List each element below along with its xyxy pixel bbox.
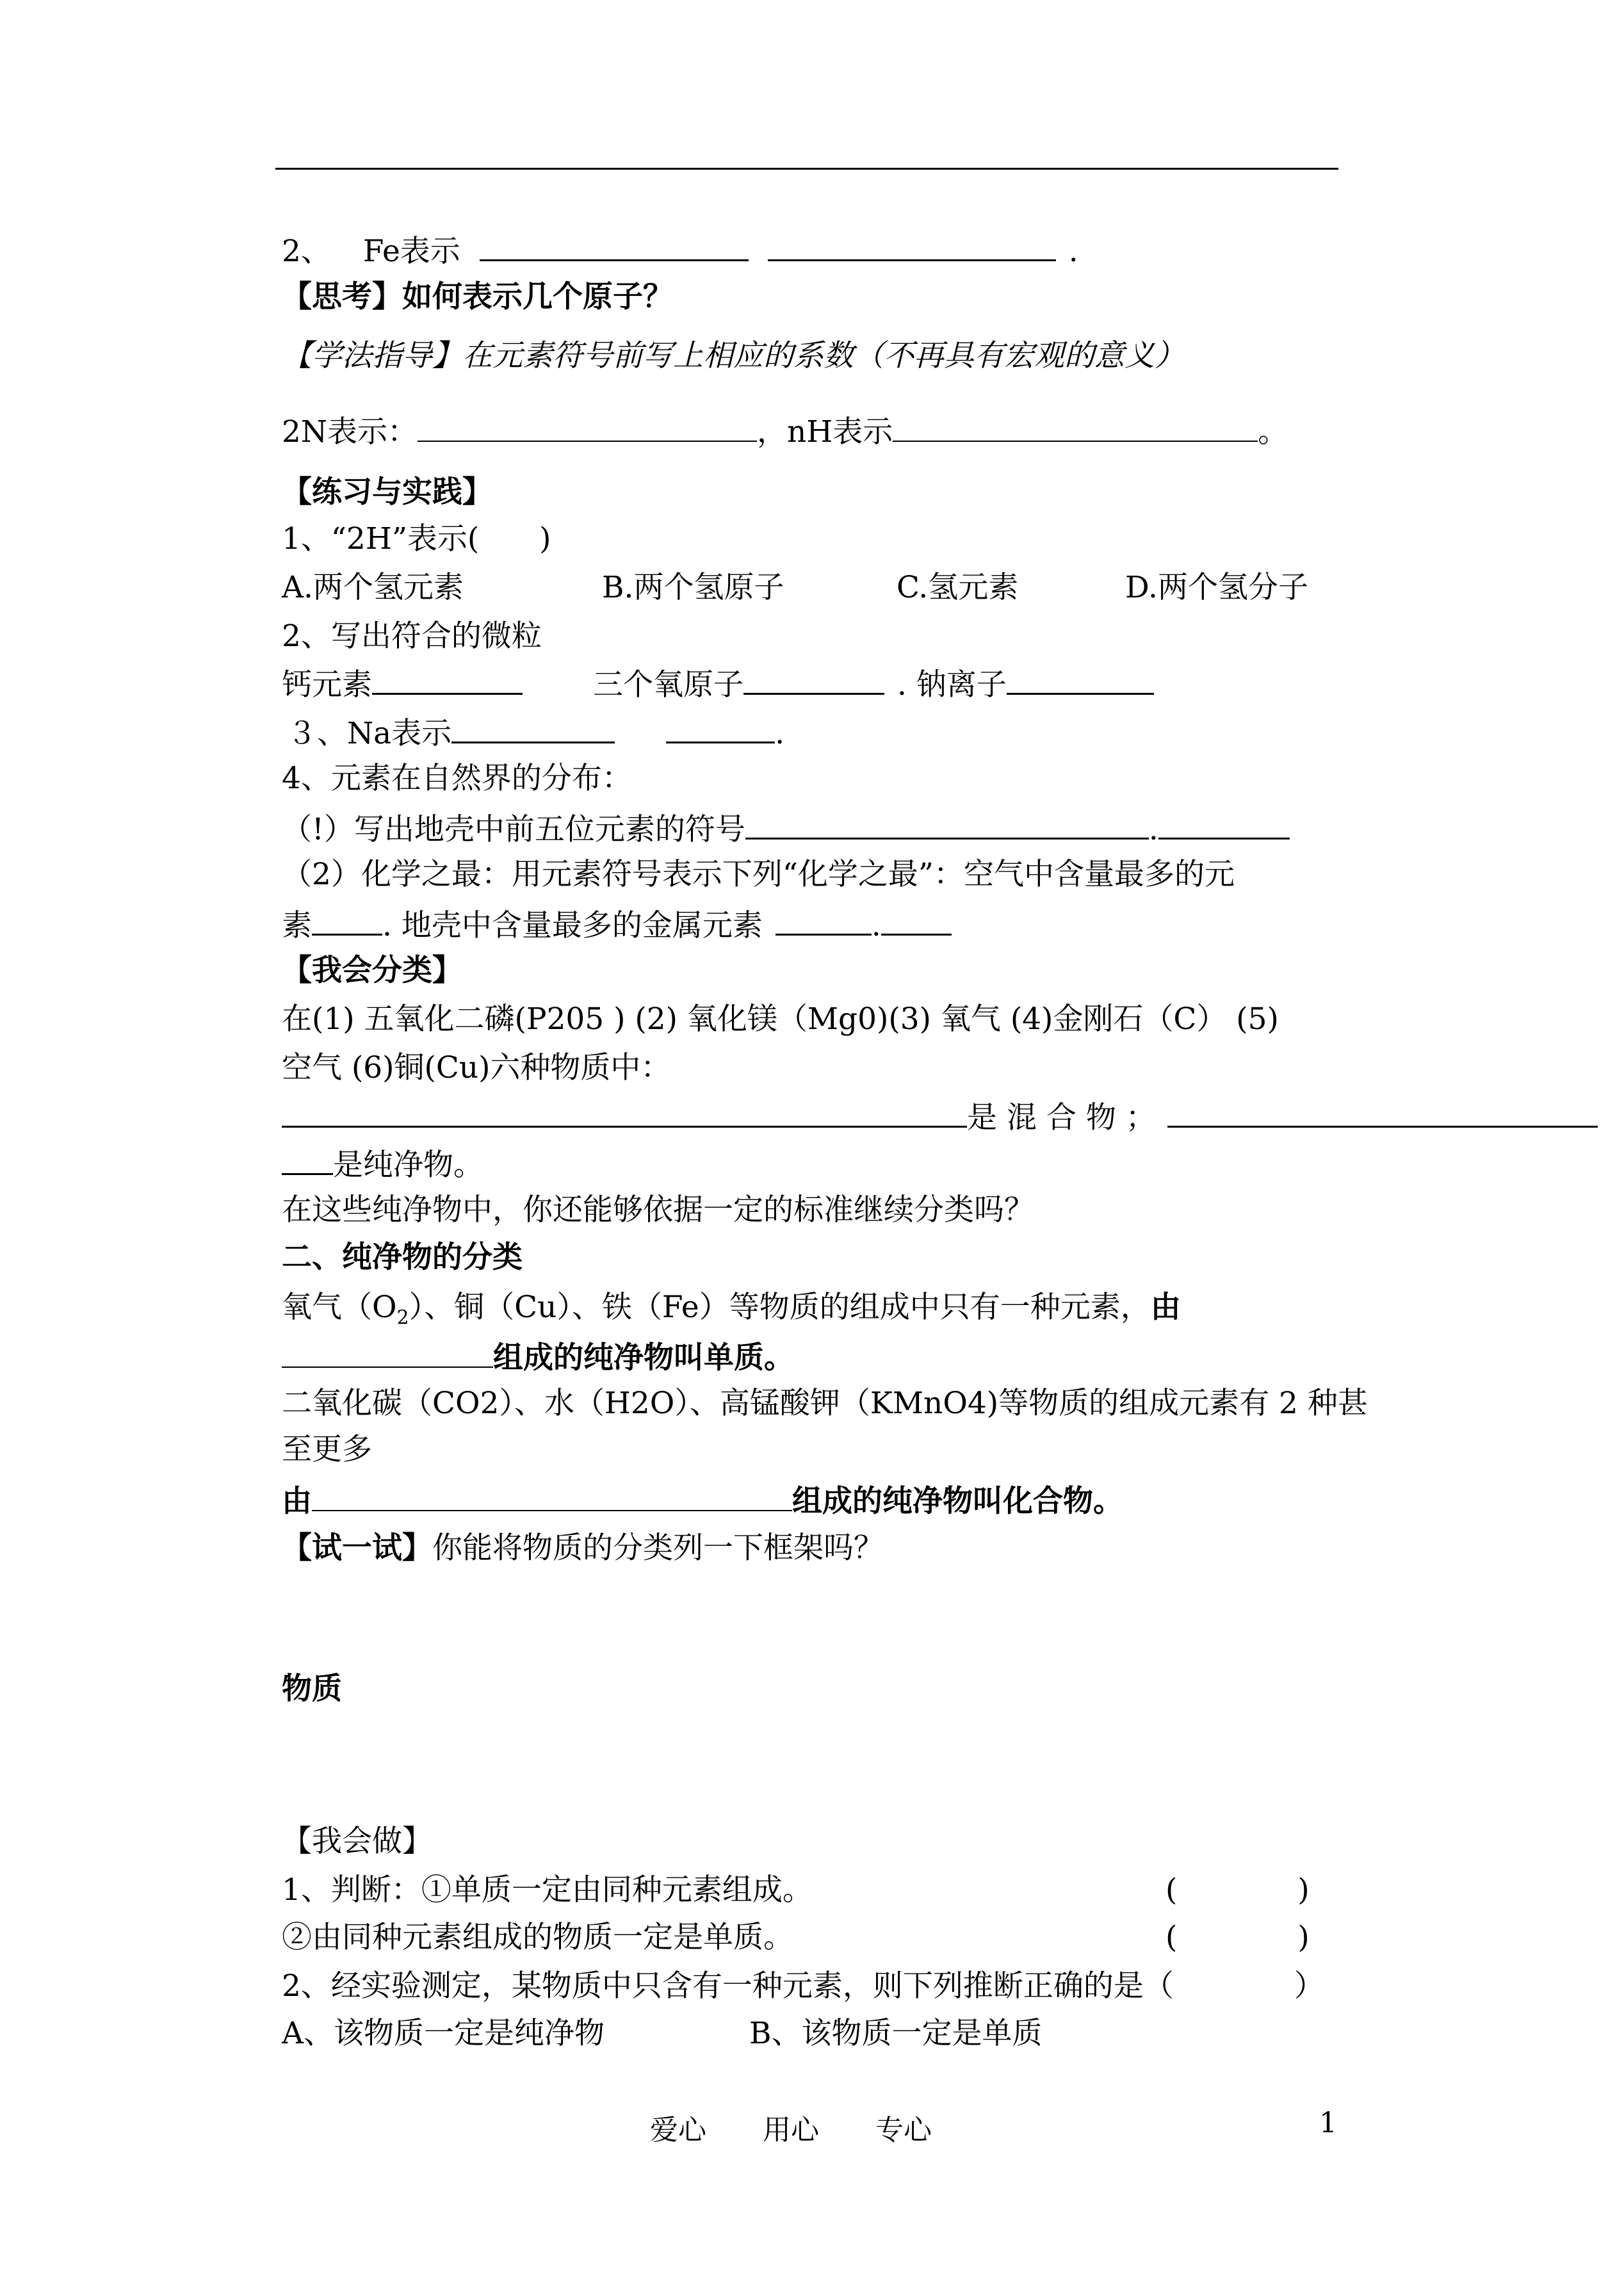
- answer-blank[interactable]: [745, 812, 1149, 839]
- question-text: ，nH表示: [757, 414, 893, 450]
- question-number: 2、: [282, 234, 331, 269]
- classify-heading: 【我会分类】: [282, 953, 462, 988]
- practice-heading: 【练习与实践】: [282, 474, 492, 510]
- section2-p2-cont: 至更多: [282, 1432, 372, 1467]
- think-heading: 【思考】如何表示几个原子？: [282, 279, 673, 314]
- subscript: 2: [396, 1306, 409, 1329]
- answer-blank[interactable]: [372, 667, 523, 695]
- text: 组成的纯净物叫化合物。: [792, 1484, 1123, 1519]
- answer-blank[interactable]: [743, 667, 884, 695]
- question-text: 是纯净物。: [333, 1148, 483, 1183]
- question-text: 钙元素: [282, 667, 372, 702]
- answer-blank[interactable]: [881, 908, 952, 936]
- punctuation: .: [1068, 234, 1078, 269]
- practice-q4: 4、元素在自然界的分布：: [282, 761, 632, 796]
- answer-blank[interactable]: [775, 908, 872, 936]
- particle-row: [282, 667, 1154, 700]
- answer-blank[interactable]: [418, 415, 757, 442]
- question-text: . 钠离子: [897, 667, 1007, 702]
- question-text: 是 混 合 物 ；: [967, 1100, 1156, 1135]
- question-text: 三个氧原子: [593, 667, 743, 702]
- section2-p2-end: [282, 1484, 1123, 1519]
- text: ）、铜（Cu）、铁（Fe）等物质的组成中只有一种元素，: [409, 1290, 1151, 1325]
- section2-heading: 二、纯净物的分类: [282, 1240, 523, 1275]
- do-option-b: B、该物质一定是单质: [749, 2016, 1043, 2051]
- do-q2: 2、经实验测定，某物质中只含有一种元素，则下列推断正确的是（ ）: [282, 1968, 1324, 2004]
- text: 你能将物质的分类列一下框架吗？: [432, 1530, 884, 1566]
- answer-blank[interactable]: [282, 1341, 493, 1368]
- practice-q1: 1、“2H”表示( ): [282, 521, 551, 556]
- punctuation: .: [1148, 812, 1158, 847]
- do-q1: 1、判断：①单质一定由同种元素组成。: [282, 1872, 813, 1908]
- question-text: Fe表示: [362, 234, 460, 269]
- question-na: [287, 716, 784, 749]
- matter-label: 物质: [282, 1671, 342, 1707]
- question-text: ３、Na表示: [287, 716, 452, 751]
- header-rule: [275, 168, 1338, 170]
- answer-blank[interactable]: [480, 234, 749, 261]
- question-fe: [282, 234, 1078, 269]
- answer-paren[interactable]: ( ): [1165, 1920, 1310, 1955]
- answer-blank[interactable]: [312, 1484, 792, 1511]
- punctuation: 。: [1258, 414, 1288, 450]
- answer-blank[interactable]: [282, 1100, 967, 1128]
- answer-blank[interactable]: [1007, 667, 1154, 695]
- text: 组成的纯净物叫单质。: [493, 1340, 794, 1375]
- do-option-a: A、该物质一定是纯净物: [282, 2016, 605, 2051]
- classify-pure-row: [282, 1148, 483, 1183]
- answer-blank[interactable]: [768, 234, 1056, 261]
- footer-motto: 爱心 用心 专心: [650, 2114, 932, 2146]
- classify-line1: 在(1) 五氧化二磷(P205 ) (2) 氧化镁（Mg0)(3) 氧气 (4)金刚石（C） (5): [282, 1002, 1279, 1037]
- option-c: C.氢元素: [897, 570, 1019, 605]
- answer-blank[interactable]: [312, 908, 382, 936]
- try-row: [282, 1530, 884, 1566]
- section2-p1: [282, 1292, 1181, 1327]
- practice-q4-1: [282, 812, 1290, 845]
- text: 由: [1150, 1290, 1181, 1325]
- question-text: 素: [282, 908, 312, 943]
- section2-p1-cont: [282, 1341, 794, 1373]
- punctuation: .: [775, 716, 785, 751]
- punctuation: .: [871, 908, 881, 943]
- question-text: 2N表示：: [282, 414, 418, 450]
- answer-blank[interactable]: [666, 716, 775, 743]
- option-d: D.两个氢分子: [1125, 570, 1308, 605]
- do-heading: 【我会做】: [282, 1824, 432, 1859]
- section2-p2: 二氧化碳（CO2）、水（H2O）、高锰酸钾（KMnO4)等物质的组成元素有 2 种甚: [282, 1386, 1368, 1421]
- do-q1b: ②由同种元素组成的物质一定是单质。: [282, 1920, 793, 1955]
- question-2n: [282, 414, 1288, 450]
- method-guide: 【学法指导】在元素符号前写上相应的系数（不再具有宏观的意义）: [282, 338, 1185, 373]
- option-b: B.两个氢原子: [602, 570, 784, 605]
- try-heading: 【试一试】: [282, 1530, 432, 1566]
- answer-blank[interactable]: [893, 415, 1258, 442]
- answer-paren[interactable]: ( ): [1165, 1872, 1310, 1908]
- option-a: A.两个氢元素: [282, 570, 464, 605]
- answer-blank[interactable]: [451, 716, 615, 743]
- answer-blank[interactable]: [1167, 1100, 1598, 1128]
- page-number: 1: [1319, 2107, 1337, 2139]
- practice-q2: 2、写出符合的微粒: [282, 619, 542, 654]
- question-text: . 地壳中含量最多的金属元素: [382, 908, 763, 943]
- classify-line2: 空气 (6)铜(Cu)六种物质中：: [282, 1050, 671, 1085]
- answer-blank[interactable]: [1158, 812, 1290, 839]
- classify-mixture-row: [282, 1100, 1598, 1133]
- question-text: （!）写出地壳中前五位元素的符号: [282, 812, 745, 847]
- text: 由: [282, 1484, 312, 1519]
- classify-question: 在这些纯净物中，你还能够依据一定的标准继续分类吗？: [282, 1192, 1034, 1228]
- text: 氧气（O: [282, 1290, 397, 1325]
- practice-q4-2-cont: [282, 908, 952, 941]
- practice-q4-2: （2）化学之最：用元素符号表示下列“化学之最”：空气中含量最多的元: [282, 857, 1235, 892]
- answer-blank[interactable]: [282, 1148, 333, 1175]
